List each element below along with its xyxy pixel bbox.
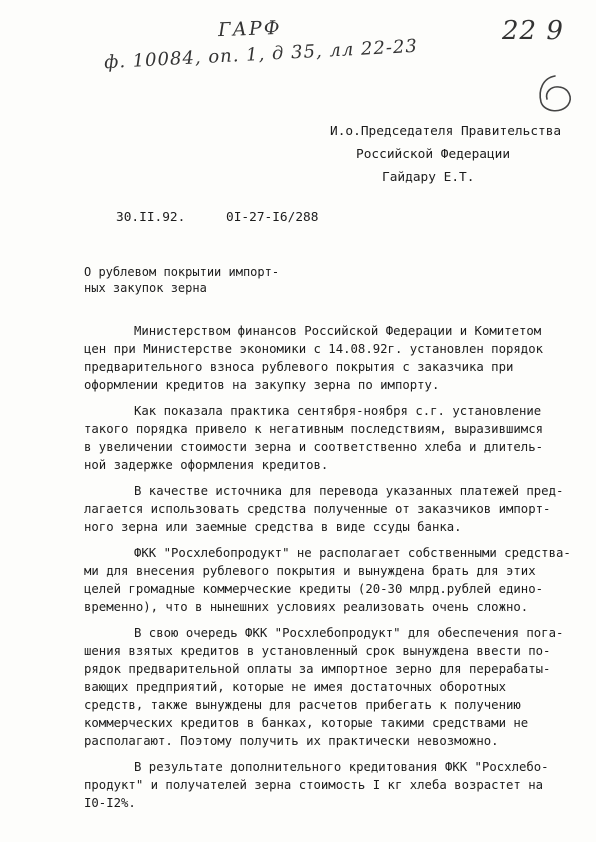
body-line: располагают. Поэтому получить их практически невозможно. — [84, 734, 499, 748]
subject-block — [84, 264, 279, 296]
paragraph-6 — [84, 758, 562, 812]
paragraph-1 — [84, 322, 562, 394]
body-line: шения взятых кредитов в установленный срок вынуждена ввести по- — [84, 644, 551, 658]
addressee-title: И.о.Председателя Правительства — [330, 124, 562, 139]
body-line: коммерческих кредитов в банках, которые такими средствами не — [84, 716, 529, 730]
body-line: ФКК "Росхлебопродукт" не располагает собственными средства- — [134, 546, 571, 560]
document-date: 30.II.92. — [116, 210, 186, 225]
body-line: цен при Министерстве экономики с 14.08.92г. установлен порядок — [84, 342, 544, 356]
paragraph-4 — [84, 544, 571, 616]
body-line: рядок предварительной оплаты за импортное зерно для перерабаты- — [84, 662, 551, 676]
body-line: В результате дополнительного кредитования ФКК "Росхлебо- — [134, 760, 549, 774]
body-line: средств, также вынуждены для расчетов прибегать к получению — [84, 698, 521, 712]
body-line: ми для внесения рублевого покрытия и вынуждена брать для этих — [84, 564, 536, 578]
archive-stamp-title: ГАРФ — [217, 16, 282, 42]
body-line: В свою очередь ФКК "Росхлебопродукт" для обеспечения пога- — [134, 626, 564, 640]
body-line: целей громадные коммерческие кредиты (20-30 млрд.рублей едино- — [84, 582, 544, 596]
body-line: В качестве источника для перевода указанных платежей пред- — [134, 484, 564, 498]
body-line: Как показала практика сентября-ноября с.г. установление — [134, 404, 542, 418]
archive-reference: ф. 10084, оп. 1, д 35, лл 22-23 — [103, 35, 419, 74]
addressee-organization: Российской Федерации — [356, 147, 511, 162]
body-line: в увеличении стоимости зерна и соответственно хлеба и длитель- — [84, 440, 544, 454]
paragraph-2 — [84, 402, 562, 474]
body-line: лагается использовать средства полученные от заказчиков импорт- — [84, 502, 551, 516]
addressee-name: Гайдару Е.Т. — [382, 170, 475, 185]
subject-line: О рублевом покрытии импорт- — [84, 265, 280, 279]
body-line: Министерством финансов Российской Федерации и Комитетом — [134, 324, 542, 338]
subject-line: ных закупок зерна — [84, 281, 207, 295]
body-line: ной задержке оформления кредитов. — [84, 458, 329, 472]
body-line: оформлении кредитов на закупку зерна по импорту. — [84, 378, 440, 392]
paragraph-3 — [84, 482, 562, 536]
body-line: временно), что в нынешних условиях реализовать очень сложно. — [84, 600, 529, 614]
paragraph-5 — [84, 624, 562, 750]
body-line: ного зерна или заемные средства в виде ссуды банка. — [84, 520, 462, 534]
body-line: такого порядка привело к негативным последствиям, выразившимся — [84, 422, 544, 436]
body-line: вающих предприятий, которые не имея достаточных оборотных — [84, 680, 506, 694]
document-number: 0I-27-I6/288 — [226, 210, 319, 225]
body-line: I0-I2%. — [84, 796, 136, 810]
body-line: предварительного взноса рублевого покрытия с заказчика при — [84, 360, 514, 374]
letter-body — [84, 322, 571, 820]
handwritten-circle-mark — [535, 72, 575, 116]
body-line: продукт" и получателей зерна стоимость I кг хлеба возрастет на — [84, 778, 544, 792]
addressee-block — [330, 120, 561, 189]
folio-number: 22 9 — [502, 16, 564, 46]
